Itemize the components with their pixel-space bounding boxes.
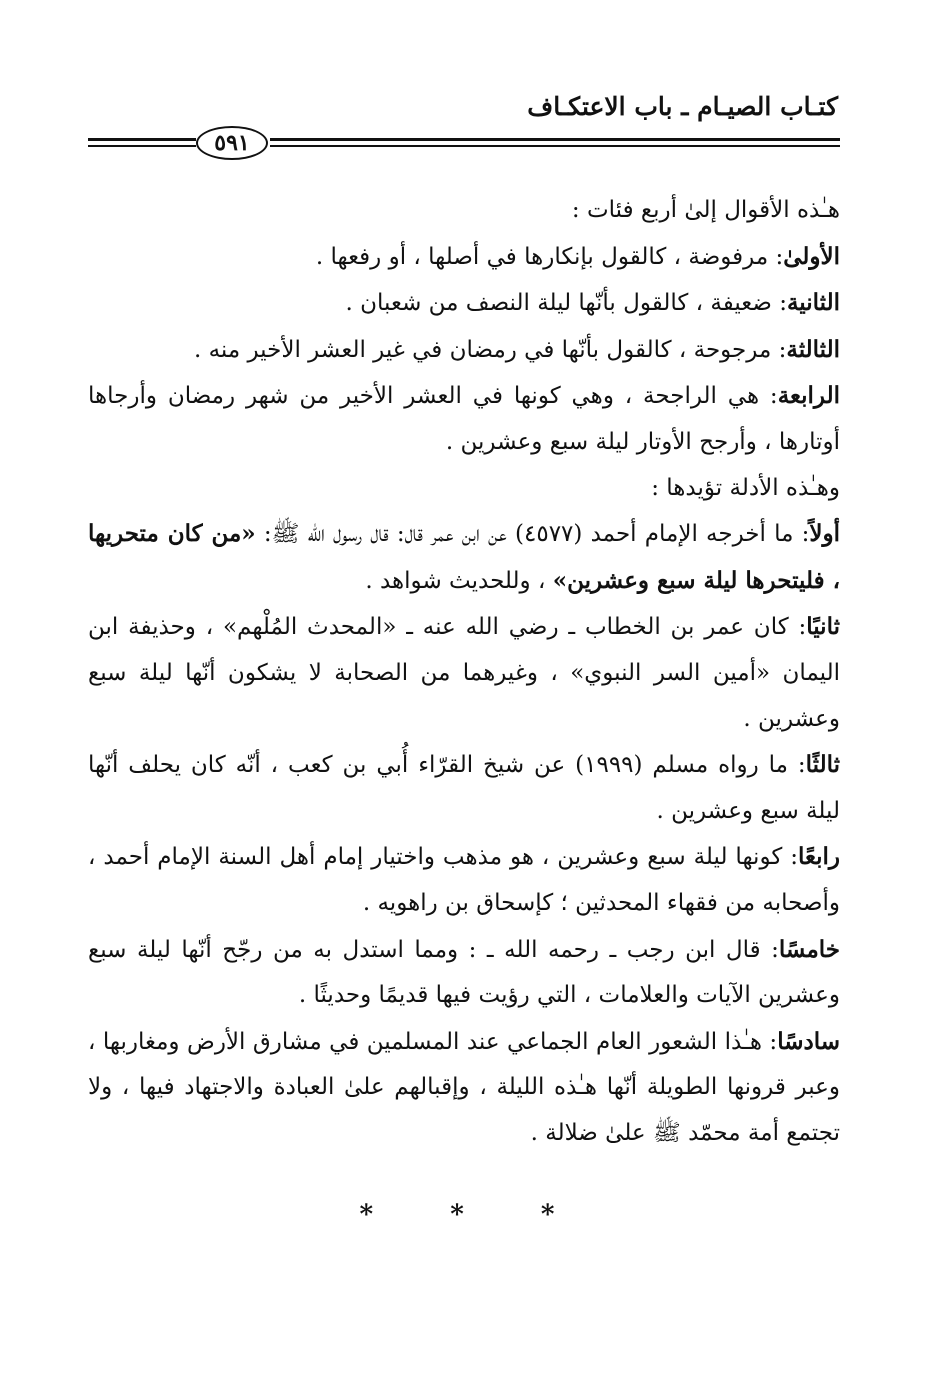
text-evidence-third: : ما رواه مسلم (١٩٩٩) عن شيخ القرّاء أُبي بن كعب ، أنّه كان يحلف أنّها ليلة سبع وعشرين . (88, 752, 840, 824)
paragraph-third (88, 327, 840, 374)
section-separator: * * * (359, 1200, 589, 1230)
term-first: الأولىٰ (783, 242, 840, 270)
term-fourth: الرابعة (777, 382, 840, 410)
header-rule-right (270, 138, 840, 152)
text-third: : مرجوحة ، كالقول بأنّها في رمضان في غير العشر الأخير منه . (193, 336, 787, 363)
evidence-intro: وهـٰذه الأدلة تؤيدها : (651, 474, 840, 501)
evidence-first (88, 511, 840, 604)
term-evidence-fifth: خامسًا (778, 935, 840, 963)
intro-line: هـٰذه الأقوال إلىٰ أربع فئات : (571, 197, 840, 223)
page-number: ٥٩١ (196, 126, 268, 160)
evidence-second (88, 604, 840, 742)
term-second: الثانية (786, 289, 840, 317)
evidence-fifth (88, 927, 840, 1019)
text-evidence-fourth: : كونها ليلة سبع وعشرين ، هو مذهب واختيار إمام أهل السنة الإمام أحمد ، وأصحابه من فقهاء المحدثين ؛ كإسحاق بن راهويه . (88, 844, 840, 916)
term-third: الثالثة (786, 335, 840, 363)
hadith-quote: «من كان متحريها ، فليتحرها ليلة سبع وعشرين» (88, 520, 840, 594)
term-evidence-first: أولاً (809, 520, 841, 548)
term-evidence-second: ثانيًا (806, 613, 840, 641)
paragraph-first (88, 234, 840, 281)
text-second: : ضعيفة ، كالقول بأنّها ليلة النصف من شعبان . (345, 290, 787, 317)
text-fourth: : هي الراجحة ، وهي كونها في العشر الأخير من شهر رمضان وأرجاها أوتارها ، وأرجح الأوتار ليلة سبع وعشرين . (88, 383, 840, 455)
text-first: : مرفوضة ، كالقول بإنكارها في أصلها ، أو رفعها . (315, 243, 784, 270)
term-evidence-third: ثالثًا (805, 751, 840, 779)
evidence-fourth (88, 834, 840, 926)
paragraph-second (88, 280, 840, 327)
text-evidence-first-a: : ما أخرجه الإمام أحمد (٤٥٧٧) عن ابن عمر قال: قال رسول الله ﷺ: (255, 521, 810, 548)
running-title: كتـاب الصيـام ـ باب الاعتكـاف (527, 92, 838, 121)
text-evidence-second: : كان عمر بن الخطاب ـ رضي الله عنه ـ «المحدث المُلْهم» ، وحذيفة ابن اليمان «أمين السر النبوي» ، وغيرهما من الصحابة لا يشكون أنّها ليلة سبع وعشرين . (88, 614, 840, 732)
header-rule-left (88, 138, 196, 152)
term-evidence-fourth: رابعًا (797, 843, 840, 871)
evidence-sixth (88, 1019, 840, 1157)
term-evidence-sixth: سادسًا (777, 1027, 840, 1055)
page-body (88, 188, 840, 1156)
text-evidence-first-b: ، وللحديث شواهد . (365, 567, 553, 594)
text-evidence-sixth: : هـٰذا الشعور العام الجماعي عند المسلمين في مشارق الأرض ومغاربها ، وعبر قرونها الطويلة أنّها هـٰذه الليلة ، وإقبالهم علىٰ العبادة والاجتهاد فيها ، ولا تجتمع أمة محمّد ﷺ علىٰ ضلالة . (88, 1028, 840, 1146)
page-header (88, 92, 840, 162)
paragraph-fourth (88, 373, 840, 465)
evidence-third (88, 742, 840, 834)
text-evidence-fifth: : قال ابن رجب ـ رحمه الله ـ : ومما استدل به من رجّح أنّها ليلة سبع وعشرين الآيات والعلامات ، التي رؤيت فيها قديمًا وحديثًا . (88, 936, 840, 1009)
